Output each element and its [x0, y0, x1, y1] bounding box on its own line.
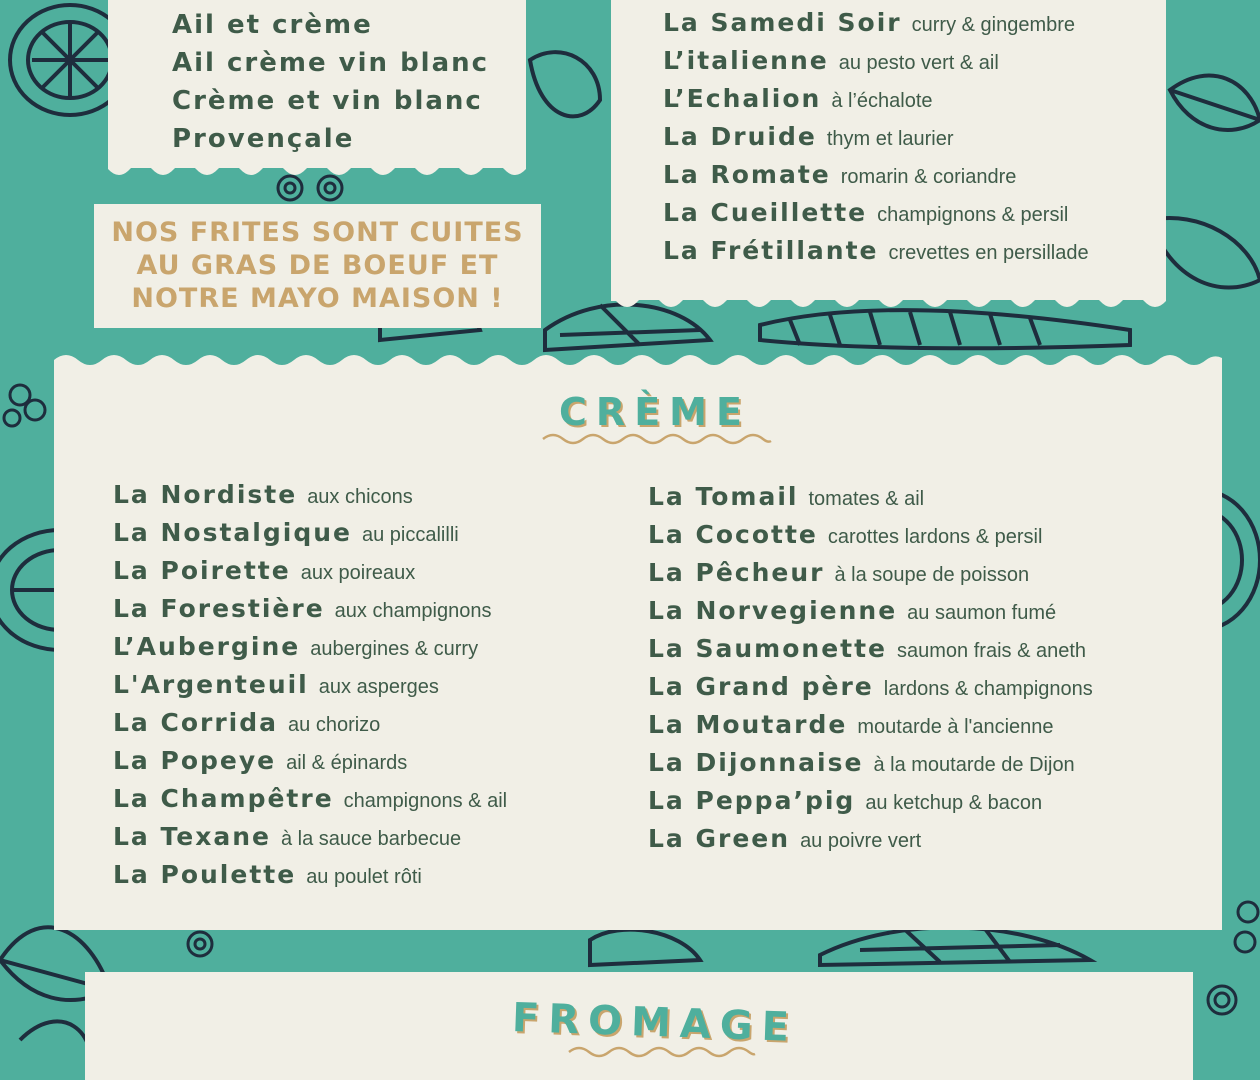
item-name: La Nordiste [113, 480, 298, 509]
item-description: à la sauce barbecue [280, 828, 462, 850]
list-item [648, 748, 1075, 777]
corn-icon [760, 310, 1130, 348]
item-description: au chorizo [288, 714, 381, 736]
item-description: au ketchup & bacon [865, 792, 1043, 814]
item-description: au poivre vert [800, 830, 922, 852]
item-description: champignons & persil [877, 204, 1069, 226]
item-description: au piccalilli [362, 524, 459, 546]
item-description: à la moutarde de Dijon [873, 754, 1075, 776]
item-description: aux chicons [307, 486, 413, 508]
list-item [113, 632, 478, 661]
sauce-card-wavy-edge [108, 163, 526, 183]
item-name: La Pêcheur [648, 558, 825, 587]
list-item [648, 672, 1093, 701]
item-name: La Frétillante [663, 236, 879, 265]
item-description: lardons & champignons [883, 678, 1093, 700]
item-name: La Poirette [113, 556, 291, 585]
list-item [648, 634, 1086, 663]
sauce-name: Ail et crème [172, 10, 373, 40]
list-item [663, 236, 1089, 265]
list-item [648, 558, 1029, 587]
fries-notice [94, 204, 541, 328]
top-right-card-wavy-edge [611, 295, 1166, 315]
list-item [113, 594, 491, 623]
pepper-berry-icon [4, 385, 45, 426]
item-name: L'Argenteuil [113, 670, 309, 699]
item-description: saumon frais & aneth [897, 640, 1087, 662]
list-item [172, 48, 489, 78]
fromage-title-underline [567, 1044, 757, 1060]
item-name: La Grand père [648, 672, 874, 701]
fromage-title: FROMAGE [511, 995, 799, 1051]
item-description: ail & épinards [286, 752, 408, 774]
item-name: La Green [648, 824, 791, 853]
item-name: La Samedi Soir [663, 8, 902, 37]
item-name: La Nostalgique [113, 518, 352, 547]
list-item [113, 860, 422, 889]
list-item [663, 8, 1075, 37]
list-item [172, 124, 354, 154]
item-name: La Champêtre [113, 784, 334, 813]
notice-line: NOS FRITES SONT CUITES [111, 217, 524, 248]
pepper-berry-icon [188, 932, 212, 956]
item-description: crevettes en persillade [888, 242, 1089, 264]
item-description: à la soupe de poisson [834, 564, 1030, 586]
item-description: romarin & coriandre [840, 166, 1017, 188]
list-item [648, 596, 1056, 625]
item-name: La Forestière [113, 594, 325, 623]
list-item [648, 786, 1042, 815]
list-item [113, 556, 415, 585]
list-item [663, 198, 1068, 227]
sauce-name: Crème et vin blanc [172, 86, 483, 116]
list-item [663, 122, 954, 151]
list-item [648, 710, 1054, 739]
item-name: La Druide [663, 122, 817, 151]
list-item [663, 46, 999, 75]
sauce-name: Provençale [172, 124, 355, 154]
notice-line: NOTRE MAYO MAISON ! [131, 283, 504, 314]
item-name: La Cocotte [648, 520, 818, 549]
item-description: aux champignons [334, 600, 492, 622]
item-name: La Corrida [113, 708, 279, 737]
lemon-slice-icon [1150, 218, 1260, 287]
list-item [113, 708, 380, 737]
item-description: aux poireaux [300, 562, 416, 584]
item-name: La Cueillette [663, 198, 868, 227]
item-description: curry & gingembre [911, 14, 1076, 36]
item-name: La Poulette [113, 860, 297, 889]
creme-title: CRÈME [559, 390, 751, 434]
sauce-name: Ail crème vin blanc [172, 48, 490, 78]
list-item [172, 10, 373, 40]
item-name: La Peppa’pig [648, 786, 856, 815]
garlic-icon [530, 52, 600, 116]
onion-icon [590, 930, 700, 965]
creme-title-underline [541, 431, 773, 447]
list-item [113, 670, 439, 699]
item-name: L’Aubergine [113, 632, 301, 661]
list-item [663, 84, 933, 113]
list-item [113, 784, 507, 813]
item-description: thym et laurier [826, 128, 954, 150]
list-item [113, 822, 461, 851]
item-description: tomates & ail [808, 488, 925, 510]
item-description: aux asperges [318, 676, 439, 698]
item-description: aubergines & curry [310, 638, 479, 660]
item-name: La Romate [663, 160, 831, 189]
list-item [113, 518, 459, 547]
list-item [648, 520, 1042, 549]
item-name: L’italienne [663, 46, 829, 75]
item-description: au pesto vert & ail [838, 52, 999, 74]
list-item [172, 86, 483, 116]
herb-leaf-icon [1170, 76, 1260, 130]
pepper-berry-icon [1208, 986, 1236, 1014]
item-name: La Texane [113, 822, 271, 851]
item-description: carottes lardons & persil [827, 526, 1043, 548]
item-description: au poulet rôti [306, 866, 422, 888]
item-name: La Norvegienne [648, 596, 898, 625]
notice-line: AU GRAS DE BOEUF ET [136, 250, 499, 281]
list-item [663, 160, 1016, 189]
creme-card-wavy-top [54, 350, 1222, 370]
item-description: à l’échalote [831, 90, 933, 112]
item-description: moutarde à l'ancienne [857, 716, 1054, 738]
item-name: La Saumonette [648, 634, 888, 663]
pepper-berry-icon [1235, 902, 1258, 952]
item-description: champignons & ail [343, 790, 508, 812]
item-name: La Dijonnaise [648, 748, 864, 777]
item-name: La Moutarde [648, 710, 848, 739]
list-item [113, 746, 407, 775]
item-name: La Popeye [113, 746, 277, 775]
list-item [648, 824, 921, 853]
list-item [648, 482, 924, 511]
item-description: au saumon fumé [907, 602, 1057, 624]
list-item [113, 480, 413, 509]
item-name: La Tomail [648, 482, 799, 511]
item-name: L’Echalion [663, 84, 822, 113]
